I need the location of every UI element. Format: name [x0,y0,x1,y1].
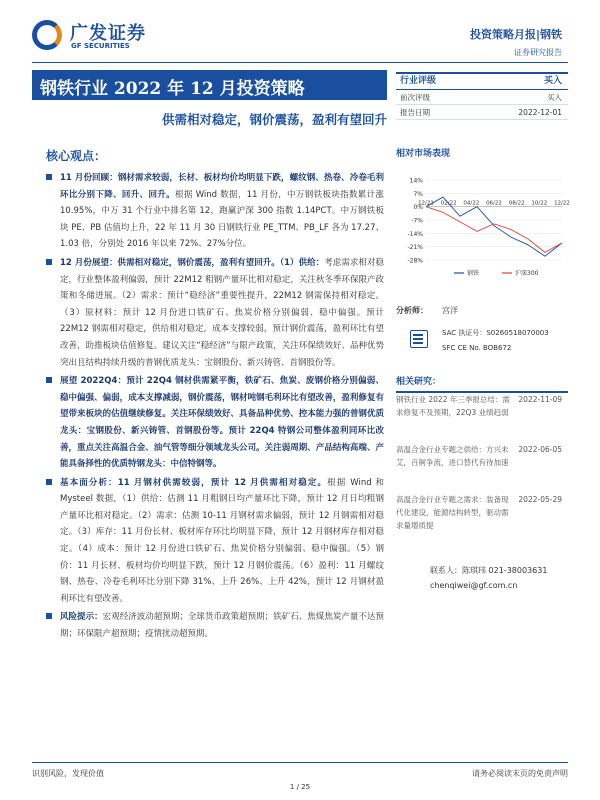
related-title-bar [396,375,568,393]
paragraph-text: 宏观经济波动超预期；全球货币政策超预期；铁矿石、焦煤焦炭产量不达预期；环保限产超预期；疫情扰动超预期。 [60,612,384,640]
report-date-label: 报告日期 [400,108,430,117]
chart-x-axis [418,201,570,207]
y-tick-label: 14% [409,177,423,185]
x-tick-label: 04/22 [463,200,480,207]
y-tick-label: -7% [411,217,423,225]
related-item-date: 2022-11-09 [518,395,562,404]
paragraph [46,170,384,253]
chart-grid [426,180,562,260]
bullet-icon [46,479,52,485]
legend-label: 沪深300 [515,270,539,277]
relative-performance-chart [396,174,568,280]
bullet-icon [46,259,52,265]
bullet-icon [46,174,52,180]
chart-legend [454,269,539,277]
logo-mark-icon [32,20,62,50]
paragraph-text: 根据 Wind 和 Mysteel 数据，（1）供给：估测 11 月粗钢日均产量环比下降，预计 12 月日均粗钢产量环比相对稳定。（2）需求：估测 10-11 月钢材需求偏弱，预计 12 月钢需相对稳定。（3）库存：11 月份长材、板材库存环比均明显下降，预计 12 月钢材库存相对稳定。（4）成本：预计 12 月份进口铁矿石、焦炭价格分别偏弱、稳中偏强。（5）钢价：11 月长材、板材均价均明显下跌，预计 12 月钢价震荡。（6）盈利：11 月螺纹钢、热卷、冷卷毛利环比分别下降 31%、上升 26%、上升 42%，预计 12 月钢材盈利环比有望改善。 [60,477,384,604]
contact-name: 联系人：陈琪玮 021-38003631 [430,566,548,575]
y-tick-label: -28% [407,257,423,265]
chart-y-axis [407,178,423,265]
legend-label: 钢铁 [467,270,480,277]
prev-rating-row [396,90,568,105]
related-item[interactable] [396,443,568,493]
logo-text-cn: 广发证券 [70,23,146,44]
x-tick-label: 12/22 [554,200,570,207]
chart-title: 相对市场表现 [396,149,451,159]
related-item[interactable] [396,493,568,543]
analyst-sac: SAC 执证号：S0260518070003 [442,329,549,337]
footer-divider [32,762,568,763]
bullet-icon [46,377,52,383]
report-category: 证券研究报告 [514,48,562,57]
rating-header-label: 行业评级 [400,76,437,86]
footer-disclaimer: 请务必阅读末页的免责声明 [472,769,568,778]
core-points-heading: 核心观点： [46,149,107,163]
related-item[interactable] [396,393,568,443]
related-item-date: 2022-06-05 [518,445,562,454]
footer-slogan: 识别风险，发现价值 [32,769,104,778]
header-divider [32,62,568,63]
paragraph [46,475,384,608]
x-tick-label: 02/22 [440,200,457,207]
related-item-title[interactable]: 高温合金行业专题之需求：装备现代化建设，能源结构转型，驱动需求量增质提 [396,495,509,530]
y-tick-label: -21% [407,244,423,252]
prev-rating-value: 买入 [547,93,562,102]
page-number: 1 / 25 [289,783,311,791]
x-tick-label: 12/21 [418,200,434,207]
report-date-row [396,105,568,120]
prev-rating-label: 前次评级 [400,93,430,102]
logo-text-en: GF SECURITIES [71,42,130,50]
analyst-label: 分析师： [396,306,428,315]
page-subtitle: 供需相对稳定，钢价震荡，盈利有望回升 [161,112,387,127]
series-line-沪深300 [426,207,562,253]
core-points-body [46,170,384,645]
report-date-value: 2022-12-01 [518,108,562,117]
rating-header-value: 买入 [543,76,562,86]
related-item-title[interactable]: 高温合金行业专题之供给：方兴未艾，百舸争流，进口替代有待加速 [396,445,509,467]
y-tick-label: -14% [407,230,423,238]
paragraph-lead: 风险提示： [60,612,103,623]
paragraph [46,373,384,473]
paragraph-text: 考虑需求相对稳定，行业整体盈利偏弱，预计 22M12 粗钢产量环比相对稳定，关注秋冬季环保限产政策和冬储进展。（2）需求：预计“稳经济”重要性提升，22M12 钢需保持相对稳定。（3）原材料：预计 12 月份进口铁矿石、焦炭价格分别偏弱、稳中偏强。预计 22M12 钢需相对稳定，供给相对稳定，成本支撑较弱，预计钢价震荡，盈利环比有望改善，助推板块估值修复。建议关注“稳经济”与限产政策，关注环保绩效好、品种优势突出且结构持续升级的普钢优质龙头：宝钢股份、新兴铸管、首钢股份等。 [60,257,384,368]
id-card-icon [410,330,428,348]
related-item-date: 2022-05-29 [518,495,562,504]
related-title: 相关研究： [396,377,442,387]
rating-table [396,72,568,120]
y-tick-label: 0% [413,204,423,212]
x-tick-label: 06/22 [486,200,502,207]
title-banner [32,70,387,100]
analyst-name: 宫洋 [442,306,458,315]
paragraph-lead: 基本面分析：11 月钢材供需较弱，预计 12 月供需相对稳定。 [60,477,328,488]
related-research-header [396,375,568,393]
rating-header [396,72,568,90]
report-type: 投资策略月报|钢铁 [469,28,562,41]
paragraph [46,255,384,371]
paragraph-text: 根据 Wind 数据，11 月份，中万钢铁板块指数累计涨 10.95%，中万 31 个行业中排名第 12，跑赢沪深 300 指数 1.14PCT。中万钢铁板块 PE、PB 估值均上升，22 年 11 月 30 日钢铁行业 PE_TTM、PB_LF 各为 17.27、1.03 倍，分别处 2016 年以来 72%、27%分位。 [60,189,384,250]
paragraph-lead: 12 月份展望：供需相对稳定，钢价震荡，盈利有望回升。（1）供给： [60,257,325,268]
related-research-list [396,393,568,543]
paragraph-lead: 11 月份回顾：钢材需求较弱，长材、板材均价均明显下跌，螺纹钢、热卷、冷卷毛利环比分别下降、回升、回升。 [60,173,384,200]
page-title: 钢铁行业 2022 年 12 月投资策略 [40,79,305,99]
company-logo [32,18,172,58]
paragraph-lead: 展望 2022Q4：预计 22Q4 钢材供需紧平衡，铁矿石、焦炭、废钢价格分别偏弱、稳中偏强、偏弱，成本支撑减弱，钢价震荡，钢材吨钢毛利环比有望改善，盈利修复有望带来板块的估值继续修复。关注环保绩效好、具备品种优势、控本能力强的普钢优质龙头：宝钢股份、新兴铸管、首钢股份等。预计 22Q4 特钢公司整体盈利同环比改善，重点关注高温合金、油气管等细分领域龙头公司。关注弱周期、产品结构高端、产能具备择性的优质特钢龙头：中信特钢等。 [60,376,384,470]
x-tick-label: 08/22 [508,200,525,207]
x-tick-label: 10/22 [531,200,548,207]
related-item-title[interactable]: 钢铁行业 2022 年三季报总结：需求修复不及预期，22Q3 业绩趋弱 [396,395,510,417]
bullet-icon [46,613,52,619]
contact-email[interactable]: chenqiwei@gf.com.cn [430,581,518,590]
analyst-sfc: SFC CE No. BOB672 [442,344,512,352]
y-tick-label: 7% [413,190,423,198]
paragraph [46,609,384,642]
